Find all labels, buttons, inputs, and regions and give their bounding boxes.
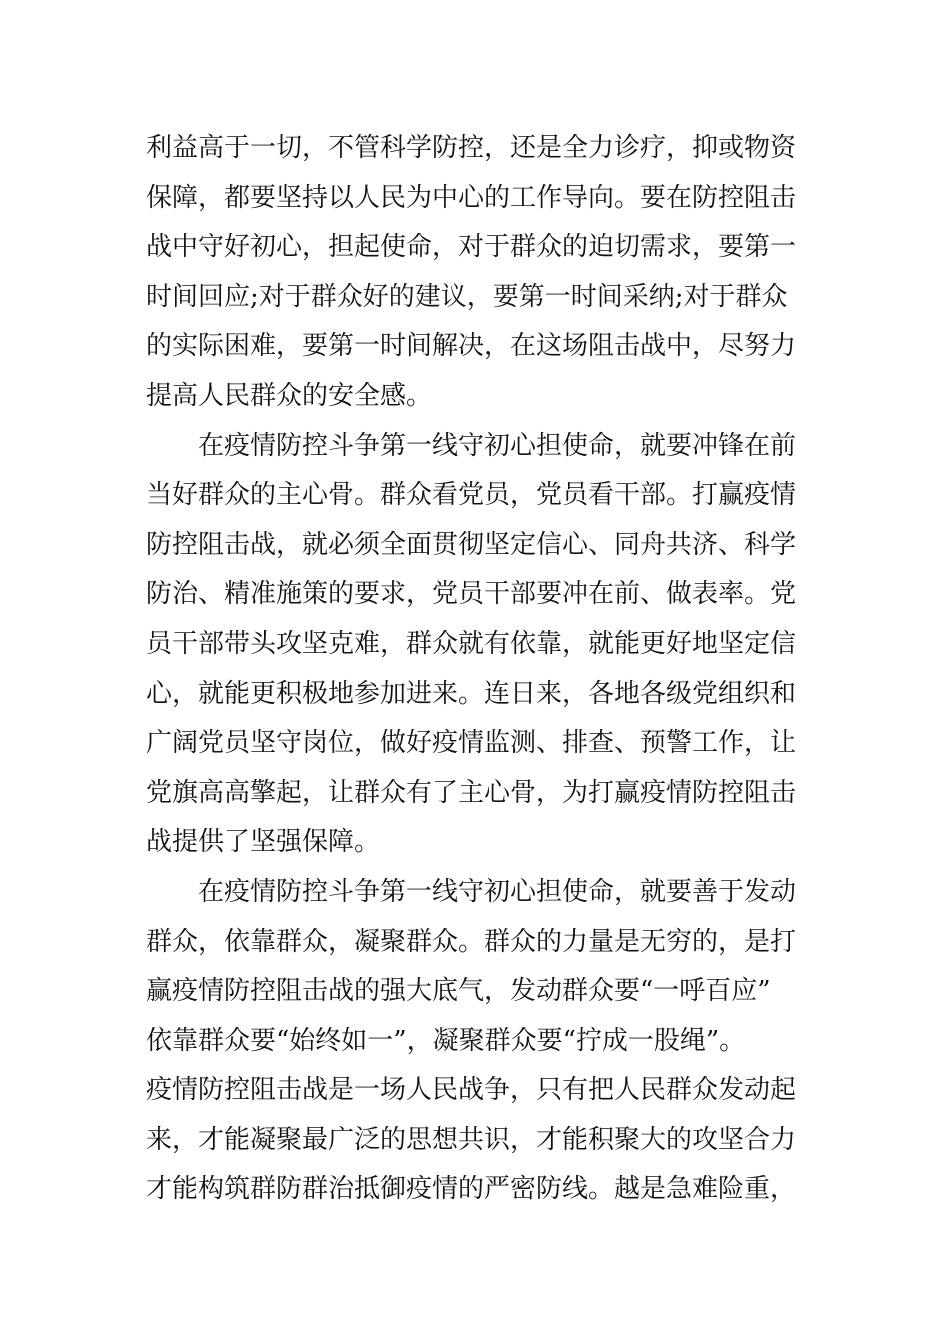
text-line-22: 才能构筑群防群治抵御疫情的严密防线。越是急难险重， xyxy=(146,1174,797,1205)
text-line-7: 在疫情防控斗争第一线守初心担使命，就要冲锋在前 xyxy=(146,430,797,461)
text-line-10: 防治、精准施策的要求，党员干部要冲在前、做表率。党 xyxy=(146,579,797,610)
text-line-9: 防控阻击战，就必须全面贯彻坚定信心、同舟共济、科学 xyxy=(146,529,797,560)
text-line-19: 依靠群众要“始终如一”，凝聚群众要“拧成一股绳”。 xyxy=(146,1025,746,1056)
text-line-20: 疫情防控阻击战是一场人民战争，只有把人民群众发动起 xyxy=(146,1075,797,1106)
body-text xyxy=(146,124,811,1215)
text-line-13: 广阔党员坚守岗位，做好疫情监测、排查、预警工作，让 xyxy=(146,728,797,759)
text-line-11: 员干部带头攻坚克难，群众就有依靠，就能更好地坚定信 xyxy=(146,628,797,659)
text-line-21: 来，才能凝聚最广泛的思想共识，才能积聚大的攻坚合力 xyxy=(146,1124,797,1155)
text-line-15: 战提供了坚强保障。 xyxy=(146,827,381,858)
text-line-18: 赢疫情防控阻击战的强大底气，发动群众要“一呼百应” xyxy=(146,976,771,1007)
text-line-1: 利益高于一切，不管科学防控，还是全力诊疗，抑或物资 xyxy=(146,133,797,163)
text-line-8: 当好群众的主心骨。群众看党员，党员看干部。打赢疫情 xyxy=(146,480,797,511)
text-line-3: 战中守好初心，担起使命，对于群众的迫切需求，要第一 xyxy=(146,232,797,263)
text-line-16: 在疫情防控斗争第一线守初心担使命，就要善于发动 xyxy=(146,876,797,907)
text-line-5: 的实际困难，要第一时间解决，在这场阻击战中，尽努力 xyxy=(146,331,797,362)
text-line-12: 心，就能更积极地参加进来。连日来，各地各级党组织和 xyxy=(146,678,797,709)
text-line-14: 党旗高高擎起，让群众有了主心骨，为打赢疫情防控阻击 xyxy=(146,777,797,808)
text-line-2: 保障，都要坚持以人民为中心的工作导向。要在防控阻击 xyxy=(146,182,797,213)
text-line-4: 时间回应;对于群众好的建议，要第一时间采纳;对于群众 xyxy=(146,281,788,312)
text-line-17: 群众，依靠群众，凝聚群众。群众的力量是无穷的，是打 xyxy=(146,926,797,957)
text-line-6: 提高人民群众的安全感。 xyxy=(146,380,433,411)
